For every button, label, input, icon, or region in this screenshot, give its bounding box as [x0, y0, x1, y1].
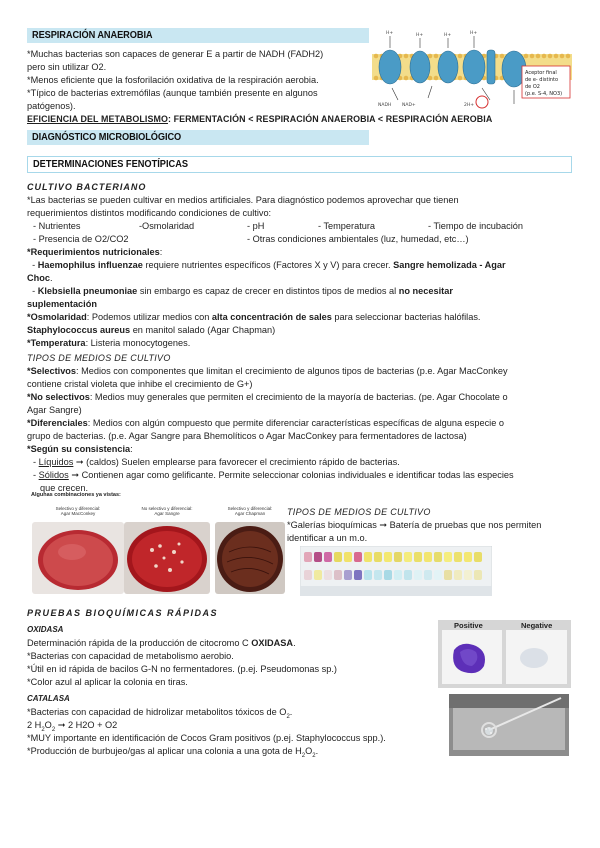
- pruebas-title: PRUEBAS BIOQUÍMICAS RÁPIDAS: [27, 608, 219, 618]
- ox1-end: .: [293, 638, 296, 648]
- haemophilus-line-2: [27, 272, 53, 284]
- noselectivos-line: [27, 391, 508, 403]
- cat2-b: O: [44, 720, 52, 730]
- respiracion-line-3: *Menos eficiente que la fosforilación oxidativa de la respiración aerobia.: [27, 75, 319, 85]
- kleb-bold: no necesitar: [398, 286, 453, 296]
- cons-label: *Según su consistencia: [27, 444, 131, 454]
- positive-label: Positive: [454, 621, 483, 630]
- oxidasa-test-image: [438, 620, 571, 688]
- plate-2-caption-2: Agar Sangre: [154, 511, 180, 516]
- respiracion-line-2: pero sin utilizar O2.: [27, 62, 107, 72]
- staph-text: en manitol salado (Agar Chapman): [130, 325, 276, 335]
- cat4-sub1: 2: [301, 752, 306, 759]
- catalasa-test-image: [449, 694, 569, 756]
- nosel-text: : Medios muy generales que permiten el crecimiento de la mayoría de bacterias. (pe. Agar Chocolate o: [89, 392, 508, 402]
- noselectivos-line-2: Agar Sangre): [27, 405, 82, 415]
- cat1-text: *Bacterias con capacidad de hidrolizar metabolitos tóxicos de O: [27, 707, 287, 717]
- section-title-diagnostico: [27, 130, 369, 145]
- medios-right-title: TIPOS DE MEDIOS DE CULTIVO: [287, 507, 431, 517]
- oxidasa-line-3: *Útil en id rápida de bacilos G-N no fermentadores. (p.ej. Pseudomonas sp.): [27, 664, 337, 674]
- cons-colon: :: [130, 444, 133, 454]
- diferenciales-line: [27, 417, 504, 429]
- svg-text:2H+: 2H+: [464, 103, 475, 108]
- ox1-text: Determinación rápida de la producción de citocromo C: [27, 638, 252, 648]
- cat2-c: ➞ 2 H2O + O2: [55, 720, 118, 730]
- cond-nutrientes: - Nutrientes: [33, 221, 81, 231]
- negative-label: Negative: [521, 621, 553, 630]
- plate-3-caption-1: Selectivo y diferencial:: [227, 506, 273, 511]
- haem-text: requiere nutrientes específicos (Factores X y V) para crecer.: [142, 260, 394, 270]
- dif-label: *Diferenciales: [27, 418, 88, 428]
- staph-line: [27, 324, 275, 336]
- cat4-sub2: 2: [312, 752, 316, 759]
- staph-name: Staphylococcus aureus: [27, 325, 131, 335]
- svg-text:H+: H+: [444, 33, 452, 38]
- oxidasa-line-2: *Bacterias con capacidad de metabolismo aerobio.: [27, 651, 234, 661]
- ox1-bold: OXIDASA: [251, 638, 294, 648]
- diferenciales-line-2: grupo de bacterias. (p.e. Agar Sangre para Bhemolíticos o Agar MacConkey para fermentadores de lactosa): [27, 431, 467, 441]
- oxidasa-stains: [442, 630, 567, 684]
- klebsiella-line: [27, 285, 453, 297]
- liquidos-line: [33, 456, 400, 468]
- plate-chapman-image: [215, 522, 285, 594]
- haem-bold-2: Choc: [27, 273, 50, 283]
- svg-text:Aceptor final: Aceptor final: [525, 70, 557, 76]
- svg-text:H+: H+: [416, 33, 424, 38]
- svg-text:NAD+: NAD+: [402, 103, 416, 108]
- eficiencia-label: EFICIENCIA DEL METABOLISMO: [27, 114, 168, 124]
- temp-label: *Temperatura: [27, 338, 86, 348]
- haem-name: Haemophilus influenzae: [37, 260, 143, 270]
- plate-sangre-image: [124, 522, 210, 594]
- consistencia-line: [27, 443, 133, 455]
- cultivo-intro-2: requerimientos distintos modificando condiciones de cultivo:: [27, 208, 272, 218]
- tipos-title: TIPOS DE MEDIOS DE CULTIVO: [27, 353, 171, 363]
- kleb-bold-2: suplementación: [27, 299, 97, 309]
- cat4-a: *Producción de burbujeo/gas al aplicar una colonia a una gota de H: [27, 746, 302, 756]
- oxidasa-line-1: [27, 637, 296, 649]
- liq-dash: -: [33, 457, 39, 467]
- solidos-line: [33, 469, 514, 481]
- svg-text:H+: H+: [386, 31, 394, 36]
- eficiencia-line: [27, 113, 492, 125]
- plates-header: Algunas combinaciones ya vistas:: [31, 492, 121, 498]
- cond-tiempo: - Tiempo de incubación: [428, 221, 523, 231]
- req-title-label: *Requerimientos nutricionales: [27, 247, 160, 257]
- sel-label: *Selectivos: [27, 366, 77, 376]
- cat1-end: .: [289, 707, 293, 717]
- liq-label: Líquidos: [38, 457, 74, 467]
- liq-text: ➞ (caldos) Suelen emplearse para favorecer el crecimiento rápido de bacterias.: [73, 457, 400, 467]
- oxidasa-title: OXIDASA: [27, 625, 64, 634]
- haem-prefix: -: [27, 260, 38, 270]
- nosel-label: *No selectivos: [27, 392, 90, 402]
- solidos-line-2: que crecen.: [40, 483, 89, 493]
- galeria-bioquimica-image: [300, 546, 492, 596]
- galerias-line-1: *Galerías bioquímicas ➞ Batería de pruebas que nos permiten: [287, 520, 542, 530]
- plate-1-caption-1: Selectivo y diferencial:: [55, 506, 101, 511]
- sol-label: Sólidos: [38, 470, 69, 480]
- electron-transport-figure: [372, 26, 572, 112]
- catalasa-title: CATALASA: [27, 694, 70, 703]
- respiracion-title-text: RESPIRACIÓN ANAEROBIA: [32, 29, 153, 41]
- plate-2-caption-1: No selectivo y diferencial:: [141, 506, 193, 511]
- section-title-fenotipicas: [27, 156, 572, 173]
- kleb-prefix: -: [27, 286, 38, 296]
- kleb-name: Klebsiella pneumoniae: [37, 286, 138, 296]
- svg-text:de O2: de O2: [525, 84, 540, 90]
- sel-text: : Medios con componentes que limitan el crecimiento de algunos tipos de bacterias (p.e. Agar MacConkey: [76, 366, 508, 376]
- cat2-sub1: 2: [41, 726, 45, 733]
- cond-presencia: - Presencia de O2/CO2: [33, 234, 129, 244]
- osmo-text: : Podemos utilizar medios con: [86, 312, 212, 322]
- plate-sangre: [124, 522, 210, 594]
- selectivos-line: [27, 365, 508, 377]
- req-title-colon: :: [159, 247, 163, 257]
- plate-1-caption-2: Agar MacConkey: [60, 511, 96, 516]
- dif-text: : Medios con algún compuesto que permite diferenciar características específicas de alguna especie o: [87, 418, 505, 428]
- oxidasa-line-4: *Color azul al aplicar la colonia en tiras.: [27, 677, 188, 687]
- fenotipicas-title-text: DETERMINACIONES FENOTÍPICAS: [33, 158, 189, 170]
- plate-macconkey: [32, 522, 124, 594]
- respiracion-line-4: *Típico de bacterias extremófilas (aunque también presente en algunos: [27, 88, 318, 98]
- haem-end: .: [49, 273, 53, 283]
- svg-text:(p.e. S-4, NO3): (p.e. S-4, NO3): [525, 91, 563, 97]
- diagnostico-title-text: DIAGNÓSTICO MICROBIOLÓGICO: [32, 131, 182, 143]
- galerias-line-2: identificar a un m.o.: [287, 533, 368, 543]
- haemophilus-line: [27, 259, 506, 271]
- svg-text:de e- distinto: de e- distinto: [525, 77, 559, 83]
- cat2-a: 2 H: [27, 720, 42, 730]
- section-title-respiracion: [27, 28, 369, 43]
- svg-text:NADH: NADH: [378, 103, 392, 108]
- cultivo-title: CULTIVO BACTERIANO: [27, 182, 147, 192]
- sol-dash: -: [33, 470, 39, 480]
- cond-temperatura: - Temperatura: [318, 221, 376, 231]
- haem-bold: Sangre hemolizada - Agar: [393, 260, 506, 270]
- cond-ph: - pH: [247, 221, 265, 231]
- catalasa-line-4: [27, 745, 318, 762]
- svg-text:H+: H+: [470, 31, 478, 36]
- cultivo-intro-1: *Las bacterias se pueden cultivar en medios artificiales. Para diagnóstico podemos aprovechar que tienen: [27, 195, 459, 205]
- osmo-label: *Osmolaridad: [27, 312, 87, 322]
- temperatura-line: [27, 337, 190, 349]
- plate-chapman: [215, 522, 285, 594]
- cond-osmolaridad: -Osmolaridad: [139, 221, 195, 231]
- eficiencia-value: : FERMENTACIÓN < RESPIRACIÓN ANAEROBIA < RESPIRACIÓN AEROBIA: [167, 114, 493, 124]
- kleb-text: sin embargo es capaz de crecer en distintos tipos de medios al: [137, 286, 399, 296]
- osmolaridad-line: [27, 311, 480, 323]
- cat4-b: O: [305, 746, 313, 756]
- req-title: [27, 246, 162, 258]
- respiracion-line-5: patógenos).: [27, 101, 76, 111]
- plate-3-caption-2: Agar Chapman: [234, 511, 266, 516]
- temp-text: : Listeria monocytogenes.: [85, 338, 191, 348]
- cat1-sub: 2: [286, 713, 290, 720]
- catalasa-line-3: *MUY importante en identificación de Cocos Gram positivos (p.ej. Staphylococcus spp.).: [27, 733, 386, 743]
- selectivos-line-2: contiene cristal violeta que inhibe el crecimiento de G+): [27, 379, 253, 389]
- plate-macconkey-image: [32, 522, 124, 594]
- osmo-end: para seleccionar bacterias halófilas.: [331, 312, 481, 322]
- respiracion-line-1: *Muchas bacterias son capaces de generar E a partir de NADH (FADH2): [27, 49, 324, 59]
- cat4-end: .: [315, 746, 319, 756]
- cond-otras: - Otras condiciones ambientales (luz, humedad, etc…): [247, 234, 469, 244]
- klebsiella-line-2: [27, 298, 97, 310]
- osmo-bold: alta concentración de sales: [211, 312, 332, 322]
- cat2-sub2: 2: [51, 726, 56, 733]
- sol-text: ➞ Contienen agar como gelificante. Permite seleccionar colonias individuales e identificar todas las especies: [68, 470, 514, 480]
